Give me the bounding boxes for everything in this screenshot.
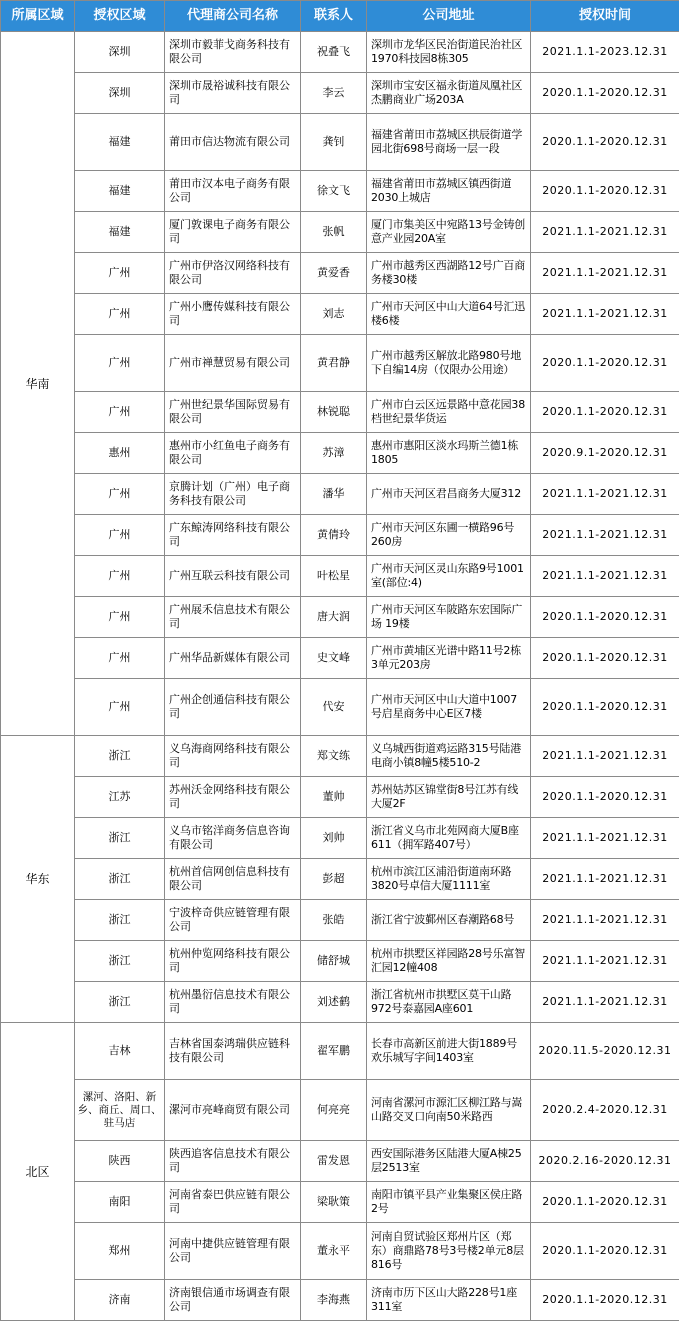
auth-time-cell: 2020.2.4-2020.12.31 [531,1080,679,1141]
region-cell: 华南 [1,32,75,736]
header-company: 代理商公司名称 [165,1,301,32]
address-cell: 长春市高新区前进大街1889号欢乐城写字间1403室 [367,1023,531,1080]
contact-cell: 储舒城 [301,941,367,982]
contact-cell: 梁耿策 [301,1182,367,1223]
contact-cell: 林锐聪 [301,392,367,433]
auth-area-cell: 浙江 [75,982,165,1023]
address-cell: 浙江省杭州市拱墅区莫干山路972号泰嘉园A座601 [367,982,531,1023]
company-cell: 惠州市小红鱼电子商务有限公司 [165,433,301,474]
auth-time-cell: 2020.11.5-2020.12.31 [531,1023,679,1080]
table-row [1,433,679,474]
address-cell: 广州市天河区车陂路东宏国际广场 19楼 [367,597,531,638]
auth-time-cell: 2020.1.1-2020.12.31 [531,1182,679,1223]
auth-time-cell: 2021.1.1-2021.12.31 [531,253,679,294]
table-row [1,335,679,392]
contact-cell: 苏漳 [301,433,367,474]
contact-cell: 董永平 [301,1223,367,1280]
table-row [1,1080,679,1141]
address-cell: 济南市历下区山大路228号1座311室 [367,1280,531,1321]
contact-cell: 史文峰 [301,638,367,679]
auth-area-cell: 广州 [75,638,165,679]
table-row [1,1223,679,1280]
table-row [1,1280,679,1321]
contact-cell: 郑文练 [301,736,367,777]
auth-area-cell: 南阳 [75,1182,165,1223]
address-cell: 浙江省义乌市北苑网商大厦B座611（拥军路407号） [367,818,531,859]
auth-time-cell: 2020.1.1-2020.12.31 [531,1223,679,1280]
table-row [1,392,679,433]
company-cell: 莆田市信达物流有限公司 [165,114,301,171]
company-cell: 河南省泰巴供应链有限公司 [165,1182,301,1223]
table-row [1,171,679,212]
auth-time-cell: 2021.1.1-2021.12.31 [531,941,679,982]
company-cell: 义乌海商网络科技有限公司 [165,736,301,777]
table-row [1,736,679,777]
company-cell: 吉林省国泰鸿瑞供应链科技有限公司 [165,1023,301,1080]
address-cell: 广州市天河区东圃一横路96号260房 [367,515,531,556]
address-cell: 南阳市镇平县产业集聚区侯庄路2号 [367,1182,531,1223]
company-cell: 义乌市铭洋商务信息咨询有限公司 [165,818,301,859]
auth-time-cell: 2020.1.1-2020.12.31 [531,73,679,114]
company-cell: 宁波梓奇供应链管理有限公司 [165,900,301,941]
table-row [1,114,679,171]
auth-area-cell: 漯河、洛阳、新乡、商丘、周口、驻马店 [75,1080,165,1141]
contact-cell: 李海燕 [301,1280,367,1321]
company-cell: 漯河市亮峰商贸有限公司 [165,1080,301,1141]
auth-time-cell: 2021.1.1-2021.12.31 [531,515,679,556]
address-cell: 广州市越秀区西湖路12号广百商务楼30楼 [367,253,531,294]
company-cell: 苏州沃金网络科技有限公司 [165,777,301,818]
auth-time-cell: 2020.1.1-2020.12.31 [531,1280,679,1321]
auth-time-cell: 2021.1.1-2021.12.31 [531,818,679,859]
company-cell: 河南中捷供应链管理有限公司 [165,1223,301,1280]
auth-area-cell: 广州 [75,392,165,433]
company-cell: 广州互联云科技有限公司 [165,556,301,597]
auth-time-cell: 2020.1.1-2020.12.31 [531,597,679,638]
table-row [1,900,679,941]
auth-time-cell: 2020.1.1-2020.12.31 [531,777,679,818]
table-row [1,212,679,253]
auth-area-cell: 浙江 [75,941,165,982]
contact-cell: 彭超 [301,859,367,900]
auth-time-cell: 2021.1.1-2021.12.31 [531,474,679,515]
header-auth-area: 授权区域 [75,1,165,32]
auth-time-cell: 2021.1.1-2021.12.31 [531,294,679,335]
auth-time-cell: 2021.1.1-2021.12.31 [531,900,679,941]
contact-cell: 龚钊 [301,114,367,171]
contact-cell: 潘华 [301,474,367,515]
auth-area-cell: 深圳 [75,32,165,73]
auth-area-cell: 广州 [75,515,165,556]
company-cell: 莆田市汉本电子商务有限公司 [165,171,301,212]
contact-cell: 刘志 [301,294,367,335]
auth-area-cell: 福建 [75,212,165,253]
auth-time-cell: 2020.9.1-2020.12.31 [531,433,679,474]
auth-area-cell: 广州 [75,556,165,597]
address-cell: 深圳市龙华区民治街道民治社区1970科技园8栋305 [367,32,531,73]
company-cell: 广州小鹰传媒科技有限公司 [165,294,301,335]
address-cell: 杭州市拱墅区祥园路28号乐富智汇园12幢408 [367,941,531,982]
address-cell: 浙江省宁波鄞州区春潮路68号 [367,900,531,941]
auth-area-cell: 福建 [75,114,165,171]
contact-cell: 黄君静 [301,335,367,392]
header-row [1,1,679,32]
address-cell: 杭州市滨江区浦沿街道南环路3820号卓信大厦1111室 [367,859,531,900]
auth-area-cell: 广州 [75,679,165,736]
company-cell: 陕西追客信息技术有限公司 [165,1141,301,1182]
company-cell: 杭州墨衍信息技术有限公司 [165,982,301,1023]
company-cell: 广州企创通信科技有限公司 [165,679,301,736]
contact-cell: 祝叠飞 [301,32,367,73]
company-cell: 广州华品新媒体有限公司 [165,638,301,679]
auth-time-cell: 2020.1.1-2020.12.31 [531,171,679,212]
contact-cell: 黄倩玲 [301,515,367,556]
company-cell: 广东鲸涛网络科技有限公司 [165,515,301,556]
auth-area-cell: 浙江 [75,736,165,777]
table-body [1,32,679,1321]
address-cell: 广州市天河区中山大道64号汇迅楼6楼 [367,294,531,335]
region-cell: 北区 [1,1023,75,1321]
table-row [1,1182,679,1223]
address-cell: 广州市天河区君昌商务大厦312 [367,474,531,515]
contact-cell: 黄爱香 [301,253,367,294]
contact-cell: 代安 [301,679,367,736]
company-cell: 杭州仲览网络科技有限公司 [165,941,301,982]
contact-cell: 翟军鹏 [301,1023,367,1080]
table-row [1,515,679,556]
auth-area-cell: 陕西 [75,1141,165,1182]
contact-cell: 李云 [301,73,367,114]
auth-area-cell: 广州 [75,294,165,335]
table-row [1,32,679,73]
table-row [1,474,679,515]
company-cell: 深圳市毅菲戈商务科技有限公司 [165,32,301,73]
table-row [1,818,679,859]
table-row [1,294,679,335]
header-region: 所属区域 [1,1,75,32]
company-cell: 广州市伊洛汉网络科技有限公司 [165,253,301,294]
region-cell: 华东 [1,736,75,1023]
auth-time-cell: 2020.1.1-2020.12.31 [531,335,679,392]
company-cell: 深圳市晟裕诚科技有限公司 [165,73,301,114]
auth-time-cell: 2020.1.1-2020.12.31 [531,114,679,171]
company-cell: 广州市禅慧贸易有限公司 [165,335,301,392]
address-cell: 广州市越秀区解放北路980号地下自编14房（仅限办公用途） [367,335,531,392]
table-row [1,556,679,597]
contact-cell: 唐大润 [301,597,367,638]
address-cell: 西安国际港务区陆港大厦A棟25层2513室 [367,1141,531,1182]
auth-area-cell: 济南 [75,1280,165,1321]
table-row [1,859,679,900]
contact-cell: 雷发恩 [301,1141,367,1182]
contact-cell: 刘帅 [301,818,367,859]
address-cell: 广州市天河区灵山东路9号1001室(部位:4) [367,556,531,597]
auth-area-cell: 浙江 [75,900,165,941]
address-cell: 义乌城西街道鸡运路315号陆港电商小镇8幢5楼510-2 [367,736,531,777]
address-cell: 苏州姑苏区锦堂街8号江苏有线大厦2F [367,777,531,818]
auth-time-cell: 2021.1.1-2021.12.31 [531,212,679,253]
auth-time-cell: 2021.1.1-2021.12.31 [531,859,679,900]
table-row [1,1141,679,1182]
contact-cell: 徐文飞 [301,171,367,212]
table-row [1,1023,679,1080]
auth-time-cell: 2020.1.1-2020.12.31 [531,679,679,736]
table-row [1,982,679,1023]
header-contact: 联系人 [301,1,367,32]
company-cell: 广州展禾信息技术有限公司 [165,597,301,638]
table-row [1,253,679,294]
contact-cell: 张皓 [301,900,367,941]
address-cell: 广州市白云区远景路中意花园38档世纪景华货运 [367,392,531,433]
contact-cell: 董帅 [301,777,367,818]
address-cell: 福建省莆田市荔城区镇西街道2030上城店 [367,171,531,212]
auth-area-cell: 吉林 [75,1023,165,1080]
auth-area-cell: 惠州 [75,433,165,474]
address-cell: 广州市天河区中山大道中1007号启星商务中心E区7楼 [367,679,531,736]
address-cell: 深圳市宝安区福永街道凤凰社区杰鹏商业广场203A [367,73,531,114]
contact-cell: 张帆 [301,212,367,253]
address-cell: 福建省莆田市荔城区拱辰街道学园北街698号商场一层一段 [367,114,531,171]
table-row [1,597,679,638]
auth-time-cell: 2021.1.1-2021.12.31 [531,556,679,597]
table-row [1,777,679,818]
company-cell: 杭州首信网创信息科技有限公司 [165,859,301,900]
auth-area-cell: 浙江 [75,818,165,859]
auth-area-cell: 福建 [75,171,165,212]
auth-time-cell: 2020.1.1-2020.12.31 [531,638,679,679]
auth-time-cell: 2021.1.1-2023.12.31 [531,32,679,73]
auth-area-cell: 浙江 [75,859,165,900]
contact-cell: 叶松星 [301,556,367,597]
auth-area-cell: 广州 [75,474,165,515]
auth-area-cell: 郑州 [75,1223,165,1280]
company-cell: 厦门敦课电子商务有限公司 [165,212,301,253]
table-row [1,941,679,982]
address-cell: 厦门市集美区中宛路13号金铸创意产业园20A室 [367,212,531,253]
header-auth-time: 授权时间 [531,1,679,32]
company-cell: 京腾计划（广州）电子商务科技有限公司 [165,474,301,515]
company-cell: 广州世纪景华国际贸易有限公司 [165,392,301,433]
address-cell: 惠州市惠阳区淡水玛斯兰德1栋1805 [367,433,531,474]
auth-area-cell: 广州 [75,335,165,392]
contact-cell: 刘述鹤 [301,982,367,1023]
table-row [1,638,679,679]
table-row [1,679,679,736]
contact-cell: 何亮亮 [301,1080,367,1141]
auth-area-cell: 广州 [75,253,165,294]
auth-time-cell: 2021.1.1-2021.12.31 [531,982,679,1023]
company-cell: 济南银信通市场调查有限公司 [165,1280,301,1321]
header-address: 公司地址 [367,1,531,32]
auth-area-cell: 江苏 [75,777,165,818]
auth-time-cell: 2020.1.1-2020.12.31 [531,392,679,433]
address-cell: 广州市黄埔区光谱中路11号2栋3单元203房 [367,638,531,679]
table-row [1,73,679,114]
address-cell: 河南省漯河市源汇区柳江路与嵩山路交叉口向南50米路西 [367,1080,531,1141]
auth-time-cell: 2021.1.1-2021.12.31 [531,736,679,777]
auth-time-cell: 2020.2.16-2020.12.31 [531,1141,679,1182]
auth-area-cell: 深圳 [75,73,165,114]
auth-area-cell: 广州 [75,597,165,638]
address-cell: 河南自贸试验区郑州片区（郑东）商鼎路78号3号楼2单元8层816号 [367,1223,531,1280]
